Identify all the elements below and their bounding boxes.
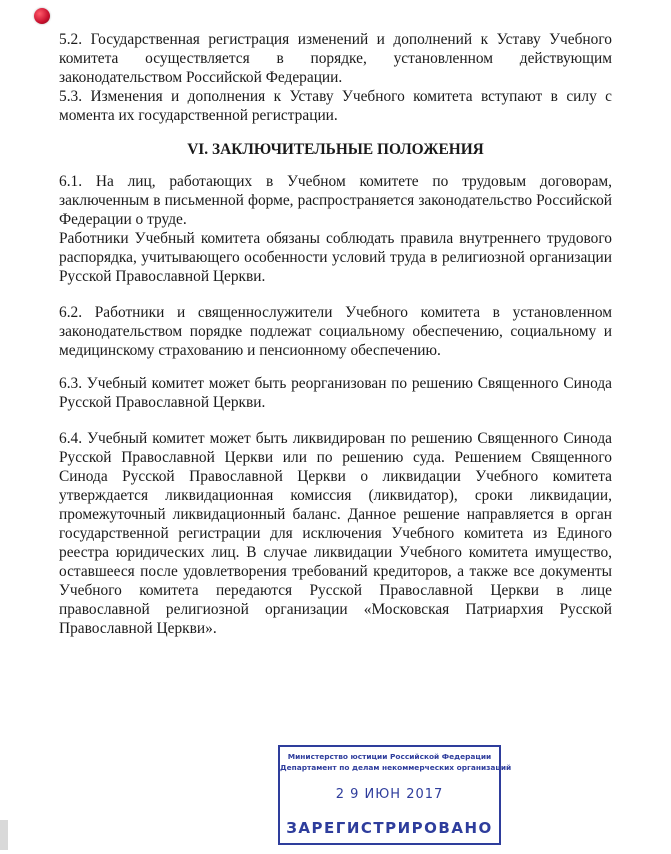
paragraph-6-1-workers: Работники Учебный комитета обязаны соблюдать правила внутреннего трудового распорядка, учитывающего особенности условий труда в религиозной организации Русской Православной Церкви. (59, 230, 612, 285)
paragraph-5-2: 5.2. Государственная регистрация изменений и дополнений к Уставу Учебного комитета осуществляется в порядке, установленном действующим законодательством Российской Федерации. (59, 31, 612, 86)
paragraph-6-3: 6.3. Учебный комитет может быть реорганизован по решению Священного Синода Русской Православной Церкви. (59, 375, 612, 411)
red-dot-mark (34, 8, 50, 24)
paragraph-6-4: 6.4. Учебный комитет может быть ликвидирован по решению Священного Синода Русской Православной Церкви или по решению суда. Решением Священного Синода Русской Православной Церкви о ликвидации Учебного комитета утверждается ликвидационная комиссия (ликвидатор), сроки ликвидации, промежуточный ликвидационный баланс. Данное решение направляется в орган государственной регистрации для исключения Учебного комитета из Единого реестра юридических лиц. В случае ликвидации Учебного комитета имущество, оставшееся после удовлетворения требований кредиторов, а также все документы Учебного комитета передаются Русской Православной Церкви в лице православной религиозной организации «Московская Патриархия Русской Православной Церкви». (59, 430, 612, 637)
stamp-department-line: Департамент по делам некоммерческих организаций (280, 763, 512, 772)
stamp-status: ЗАРЕГИСТРИРОВАНО (286, 819, 493, 837)
registration-stamp (278, 745, 512, 845)
section-heading: VI. ЗАКЛЮЧИТЕЛЬНЫЕ ПОЛОЖЕНИЯ (187, 141, 484, 158)
paragraph-6-2: 6.2. Работники и священнослужители Учебного комитета в установленном законодательством порядке подлежат социальному обеспечению, социальному и медицинскому страхованию и пенсионному обеспечению. (59, 304, 612, 359)
stamp-ministry-line: Министерство юстиции Российской Федерации (287, 752, 492, 761)
scan-edge-mark (0, 820, 8, 850)
stamp-date: 2 9 ИЮН 2017 (335, 787, 444, 802)
paragraph-6-1: 6.1. На лиц, работающих в Учебном комитете по трудовым договорам, заключенным в письменной форме, распространяется законодательство Российской Федерации о труде. (59, 173, 612, 228)
paragraph-5-3: 5.3. Изменения и дополнения к Уставу Учебного комитета вступают в силу с момента их государственной регистрации. (59, 88, 612, 124)
